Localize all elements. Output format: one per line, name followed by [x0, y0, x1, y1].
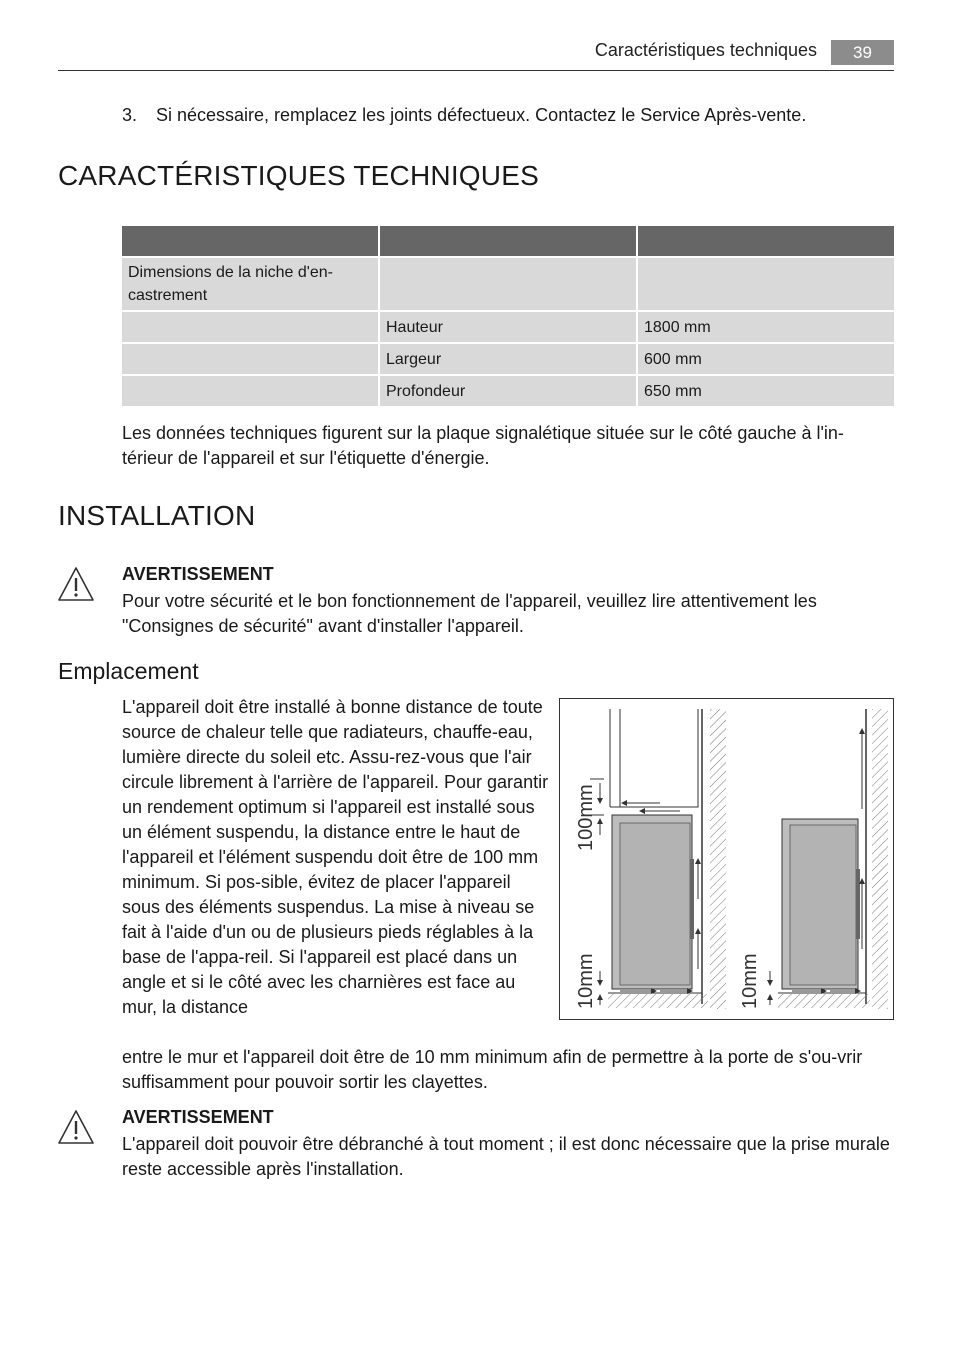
table-cell: 600 mm	[638, 344, 894, 374]
installation-clearance-diagram	[559, 698, 894, 1020]
tech-heading: CARACTÉRISTIQUES TECHNIQUES	[58, 160, 539, 191]
table-header-row	[122, 226, 894, 256]
table-row	[122, 376, 894, 406]
step-item	[122, 105, 806, 126]
spec-table	[120, 224, 896, 408]
clearance-drawing	[560, 699, 893, 1019]
emplacement-text-continued: entre le mur et l'appareil doit être de 10 mm minimum afin de permettre à la porte de s'ou-vrir suffisamment pour pouvoir sortir les clayettes.	[122, 1047, 863, 1092]
floor-left-scene	[608, 994, 708, 1008]
table-cell	[380, 258, 636, 310]
table-cell: Largeur	[380, 344, 636, 374]
step-number: 3.	[122, 105, 138, 125]
table-cell: Dimensions de la niche d'en-castrement	[122, 258, 378, 310]
floor-right-scene	[778, 994, 870, 1008]
wall-left-scene	[710, 709, 726, 1009]
wall-right-scene	[872, 709, 888, 1009]
warning-text: Pour votre sécurité et le bon fonctionnement de l'appareil, veuillez lire attentivement les "Consignes de sécurité" avant d'installer l'appareil.	[122, 591, 817, 636]
emplacement-text: L'appareil doit être installé à bonne distance de toute source de chaleur telle que radiateurs, chauffe-eau, lumière directe du soleil etc. Assu-rez-vous que l'air circule librement à l'arrière de l'appareil. Pour garantir un rendement optimum si l'appareil est installé sous un élément suspendu, la distance entre le haut de l'appareil et l'élément suspendu doit être de 100 mm minimum. Si pos-sible, évitez de placer l'appareil sous des éléments suspendus. La mise à niveau se fait à l'aide d'un ou de plusieurs pieds réglables à la base de l'appa-reil. Si l'appareil est placé dans un angle et si le côté avec les charnières est face au mur, la distance	[122, 697, 549, 1017]
tech-note: Les données techniques figurent sur la plaque signalétique située sur le côté gauche à l'in-térieur de l'appareil et sur l'étiquette d'énergie.	[122, 423, 844, 468]
dim-label-100mm: 100mm	[575, 784, 597, 851]
emplacement-heading: Emplacement	[58, 658, 199, 684]
table-header-cell	[380, 226, 636, 256]
warning-triangle-icon	[56, 565, 96, 608]
table-cell: 650 mm	[638, 376, 894, 406]
table-row	[122, 258, 894, 310]
step-text: Si nécessaire, remplacez les joints défectueux. Contactez le Service Après-vente.	[156, 105, 807, 125]
warning-title: AVERTISSEMENT	[122, 1107, 274, 1127]
table-cell: Hauteur	[380, 312, 636, 342]
running-header-title: Caractéristiques techniques	[594, 40, 817, 60]
table-cell	[122, 312, 378, 342]
table-cell: Profondeur	[380, 376, 636, 406]
installation-heading: INSTALLATION	[58, 500, 256, 531]
table-header-cell	[638, 226, 894, 256]
warning-text: L'appareil doit pouvoir être débranché à tout moment ; il est donc nécessaire que la prise murale reste accessible après l'installation.	[122, 1134, 890, 1179]
table-header-cell	[122, 226, 378, 256]
header-rule	[58, 70, 894, 71]
dim-label-10mm-right: 10mm	[739, 953, 761, 1009]
warning-title: AVERTISSEMENT	[122, 564, 274, 584]
table-row	[122, 312, 894, 342]
warning-triangle-icon	[56, 1108, 96, 1151]
table-cell	[122, 376, 378, 406]
table-cell	[122, 344, 378, 374]
dim-label-10mm-left: 10mm	[575, 953, 597, 1009]
table-cell: 1800 mm	[638, 312, 894, 342]
table-row	[122, 344, 894, 374]
table-cell	[638, 258, 894, 310]
page-number: 39	[831, 40, 894, 65]
